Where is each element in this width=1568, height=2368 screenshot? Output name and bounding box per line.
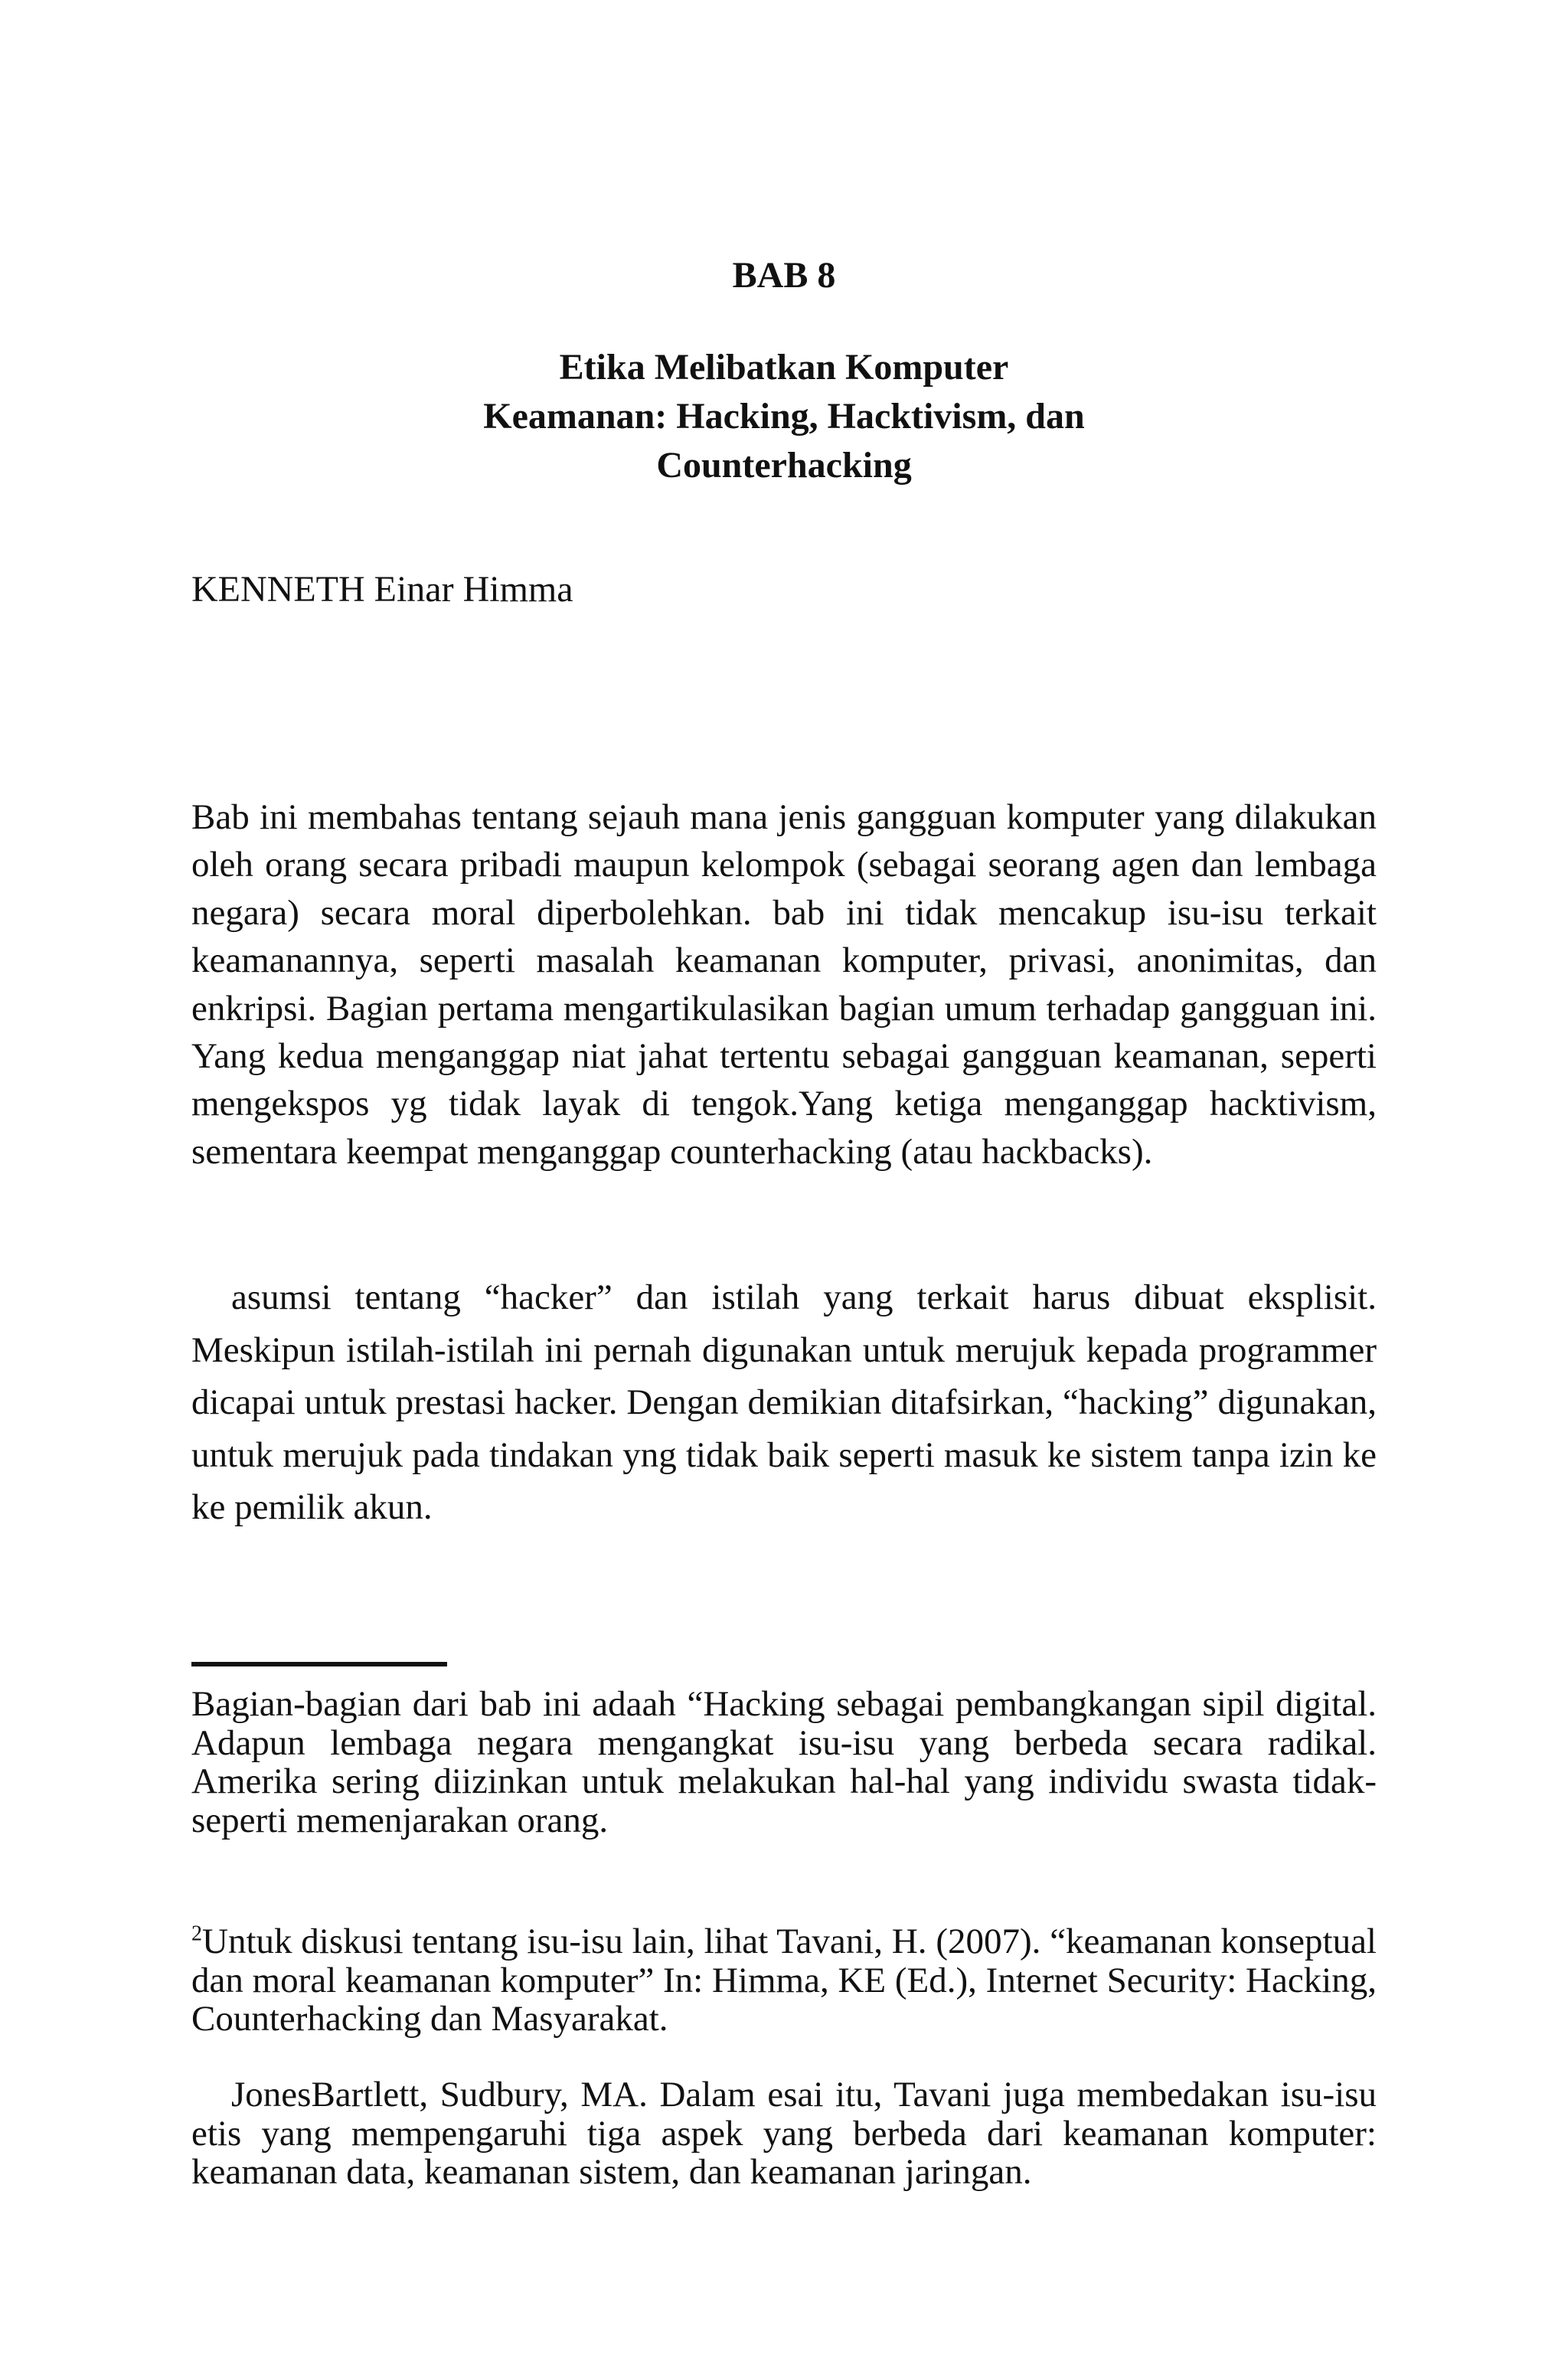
footnote-text: Untuk diskusi tentang isu-isu lain, lihat Tavani, H. (2007). “keamanan konseptual dan moral keamanan komputer” In: Himma, KE (Ed.), Internet Security: Hacking, Counterhacking dan Masyarakat.: [191, 1922, 1377, 2039]
chapter-title-line: Keamanan: Hacking, Hacktivism, dan: [483, 396, 1085, 437]
footnote: JonesBartlett, Sudbury, MA. Dalam esai itu, Tavani juga membedakan isu-isu etis yang mempengaruhi tiga aspek yang berbeda dari keamanan komputer: keamanan data, keamanan sistem, dan keamanan jaringan.: [191, 2075, 1377, 2192]
chapter-title-line: Etika Melibatkan Komputer: [559, 347, 1009, 388]
author-name: KENNETH Einar Himma: [191, 569, 573, 610]
body-paragraph: Bab ini membahas tentang sejauh mana jenis gangguan komputer yang dilakukan oleh orang secara pribadi maupun kelompok (sebagai seorang agen dan lembaga negara) secara moral diperbolehkan. bab ini tidak mencakup isu-isu terkait keamanannya, seperti masalah keamanan komputer, privasi, anonimitas, dan enkripsi. Bagian pertama mengartikulasikan bagian umum terhadap gangguan ini. Yang kedua menganggap niat jahat tertentu sebagai gangguan keamanan, seperti mengekspos yg tidak layak di tengok.Yang ketiga menganggap hacktivism, sementara keempat menganggap counterhacking (atau hackbacks).: [191, 797, 1377, 1172]
footnote: [191, 1922, 1377, 2039]
footnote: Bagian-bagian dari bab ini adaah “Hacking sebagai pembangkangan sipil digital. Adapun lembaga negara mengangkat isu-isu yang berbeda secara radikal. Amerika sering diizinkan untuk melakukan hal-hal yang individu swasta tidak-seperti memenjarakan orang.: [191, 1684, 1377, 1840]
chapter-label: BAB 8: [732, 255, 836, 296]
footnote-marker: 2: [191, 1922, 202, 1946]
footnote-divider: [191, 1662, 447, 1666]
body-paragraph: asumsi tentang “hacker” dan istilah yang terkait harus dibuat eksplisit. Meskipun istilah-istilah ini pernah digunakan untuk merujuk kepada programmer dicapai untuk prestasi hacker. Dengan demikian ditafsirkan, “hacking” digunakan, untuk merujuk pada tindakan yng tidak baik seperti masuk ke sistem tanpa izin ke ke pemilik akun.: [191, 1277, 1377, 1528]
chapter-title: [0, 343, 1568, 490]
chapter-title-line: Counterhacking: [656, 445, 912, 486]
